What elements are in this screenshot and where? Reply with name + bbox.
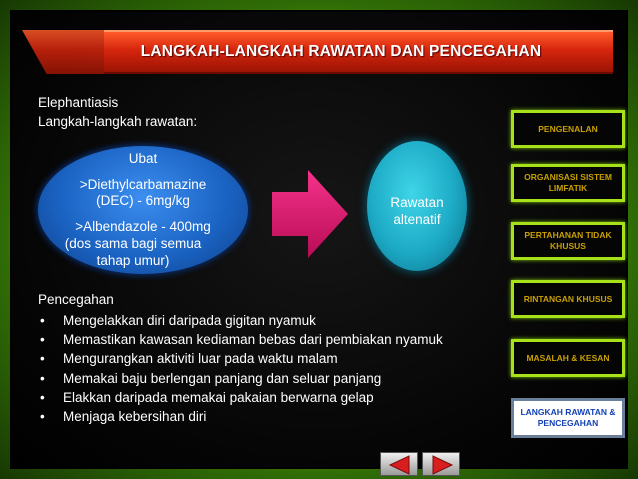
menu-organisasi-sistem-limfatik-button[interactable]: ORGANISASI SISTEM LIMFATIK <box>511 164 625 202</box>
prevention-item: Mengurangkan aktiviti luar pada waktu malam <box>63 351 338 366</box>
prevention-item: Mengelakkan diri daripada gigitan nyamuk <box>63 313 316 328</box>
bullet-2: • <box>40 332 45 347</box>
triangle-left-icon <box>381 453 419 477</box>
treatment-heading: Langkah-langkah rawatan: <box>38 114 198 129</box>
triangle-right-icon <box>423 453 461 477</box>
alternative-line-2: altenatif <box>393 212 441 227</box>
medicine-line-3: >Albendazole - 400mg <box>75 219 211 234</box>
menu-langkah-rawatan-button[interactable]: LANGKAH RAWATAN & PENCEGAHAN <box>511 398 625 438</box>
prevention-heading: Pencegahan <box>38 292 114 307</box>
medicine-line-5: tahap umur) <box>96 253 170 268</box>
bullet-5: • <box>40 390 45 405</box>
medicine-line-1: >Diethylcarbamazine <box>79 177 207 192</box>
medicine-line-4: (dos sama bagi semua <box>64 236 202 251</box>
bullet-1: • <box>40 313 45 328</box>
medicine-heading: Ubat <box>128 151 158 166</box>
prevention-item: Memastikan kawasan kediaman bebas dari pembiakan nyamuk <box>63 332 443 347</box>
menu-rintangan-khusus-button[interactable]: RINTANGAN KHUSUS <box>511 280 625 318</box>
alternative-line-1: Rawatan <box>390 195 444 210</box>
menu-pertahanan-tidak-khusus-button[interactable]: PERTAHANAN TIDAK KHUSUS <box>511 222 625 260</box>
disease-name: Elephantiasis <box>38 95 119 110</box>
bullet-3: • <box>40 351 45 366</box>
prevention-item: Elakkan daripada memakai pakaian berwarna gelap <box>63 390 374 405</box>
arrow-right-icon <box>272 170 348 258</box>
previous-slide-button[interactable] <box>380 452 418 476</box>
menu-masalah-kesan-button[interactable]: MASALAH & KESAN <box>511 339 625 377</box>
page-title: LANGKAH-LANGKAH RAWATAN DAN PENCEGAHAN <box>140 43 542 60</box>
bullet-6: • <box>40 409 45 424</box>
next-slide-button[interactable] <box>422 452 460 476</box>
menu-pengenalan-button[interactable]: PENGENALAN <box>511 110 625 148</box>
prevention-item: Menjaga kebersihan diri <box>63 409 207 424</box>
prevention-item: Memakai baju berlengan panjang dan seluar panjang <box>63 371 382 386</box>
bullet-4: • <box>40 371 45 386</box>
medicine-line-2: (DEC) - 6mg/kg <box>96 193 190 208</box>
